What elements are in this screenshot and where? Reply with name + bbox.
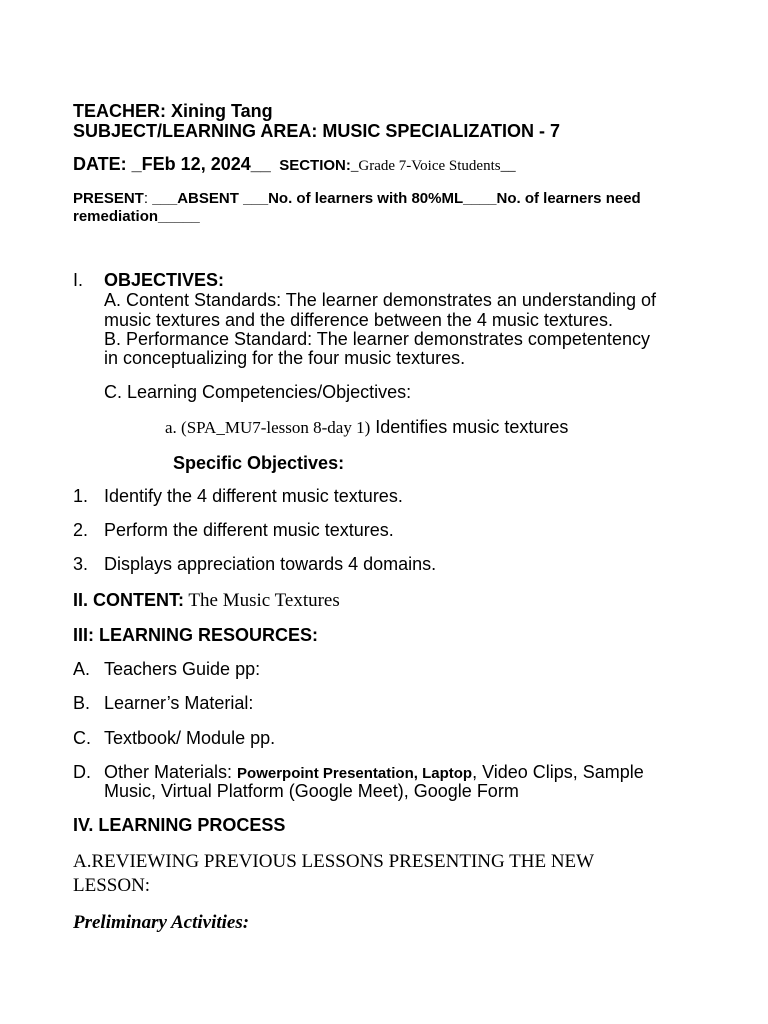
list-item: 1. Identify the 4 different music textures. bbox=[73, 486, 403, 506]
objectives-heading: OBJECTIVES: bbox=[104, 270, 225, 290]
content-label: II. CONTENT: bbox=[73, 590, 184, 610]
content-standards-line-2: music textures and the difference between the 4 music textures. bbox=[104, 310, 613, 330]
present-label: PRESENT bbox=[73, 190, 144, 207]
content-value: The Music Textures bbox=[184, 590, 340, 611]
preliminary-activities: Preliminary Activities: bbox=[73, 912, 250, 933]
specific-objectives-heading: Specific Objectives: bbox=[173, 453, 345, 473]
learning-competencies: C. Learning Competencies/Objectives: bbox=[104, 382, 412, 402]
date-section-line bbox=[73, 154, 516, 175]
reviewing-line-1: A.REVIEWING PREVIOUS LESSONS PRESENTING THE NEW bbox=[73, 851, 595, 872]
list-item: 3. Displays appreciation towards 4 domains. bbox=[73, 554, 437, 574]
performance-standard-line-1: B. Performance Standard: The learner demonstrates competentency bbox=[104, 329, 650, 349]
attendance-line: PRESENT: ___ABSENT ___No. of learners with 80%ML____No. of learners need bbox=[73, 190, 641, 207]
process-heading: IV. LEARNING PROCESS bbox=[73, 815, 286, 835]
competency-a-text: Identifies music textures bbox=[370, 417, 569, 437]
teacher-line: TEACHER: Xining Tang bbox=[73, 101, 273, 121]
list-item: C. Textbook/ Module pp. bbox=[73, 728, 276, 748]
other-materials-line-2: Music, Virtual Platform (Google Meet), Google Form bbox=[104, 781, 519, 801]
competency-a-code: a. (SPA_MU7-lesson 8-day 1) bbox=[165, 418, 371, 437]
objectives-numeral: I. bbox=[73, 270, 84, 290]
attendance-line-2: remediation_____ bbox=[73, 208, 200, 225]
attendance-rest: ___ABSENT ___No. of learners with 80%ML____No. of learners need bbox=[148, 190, 641, 207]
list-item: B. Learner’s Material: bbox=[73, 693, 254, 713]
subject-line: SUBJECT/LEARNING AREA: MUSIC SPECIALIZATION - 7 bbox=[73, 121, 561, 141]
reviewing-line-2: LESSON: bbox=[73, 875, 151, 896]
content-line bbox=[73, 590, 340, 612]
list-item: A. Teachers Guide pp: bbox=[73, 659, 261, 679]
date-text: DATE: _FEb 12, 2024__ bbox=[73, 154, 271, 174]
list-item-other-materials: D. Other Materials: Powerpoint Presentation, Laptop, Video Clips, Sample bbox=[73, 762, 644, 782]
competency-a bbox=[165, 417, 568, 438]
section-label: SECTION: bbox=[279, 157, 351, 174]
content-standards-line-1: A. Content Standards: The learner demonstrates an understanding of bbox=[104, 290, 657, 310]
section-value: _Grade 7-Voice Students__ bbox=[350, 158, 516, 174]
performance-standard-line-2: in conceptualizing for the four music textures. bbox=[104, 348, 466, 368]
list-item: 2. Perform the different music textures. bbox=[73, 520, 394, 540]
resources-heading: III: LEARNING RESOURCES: bbox=[73, 625, 319, 645]
